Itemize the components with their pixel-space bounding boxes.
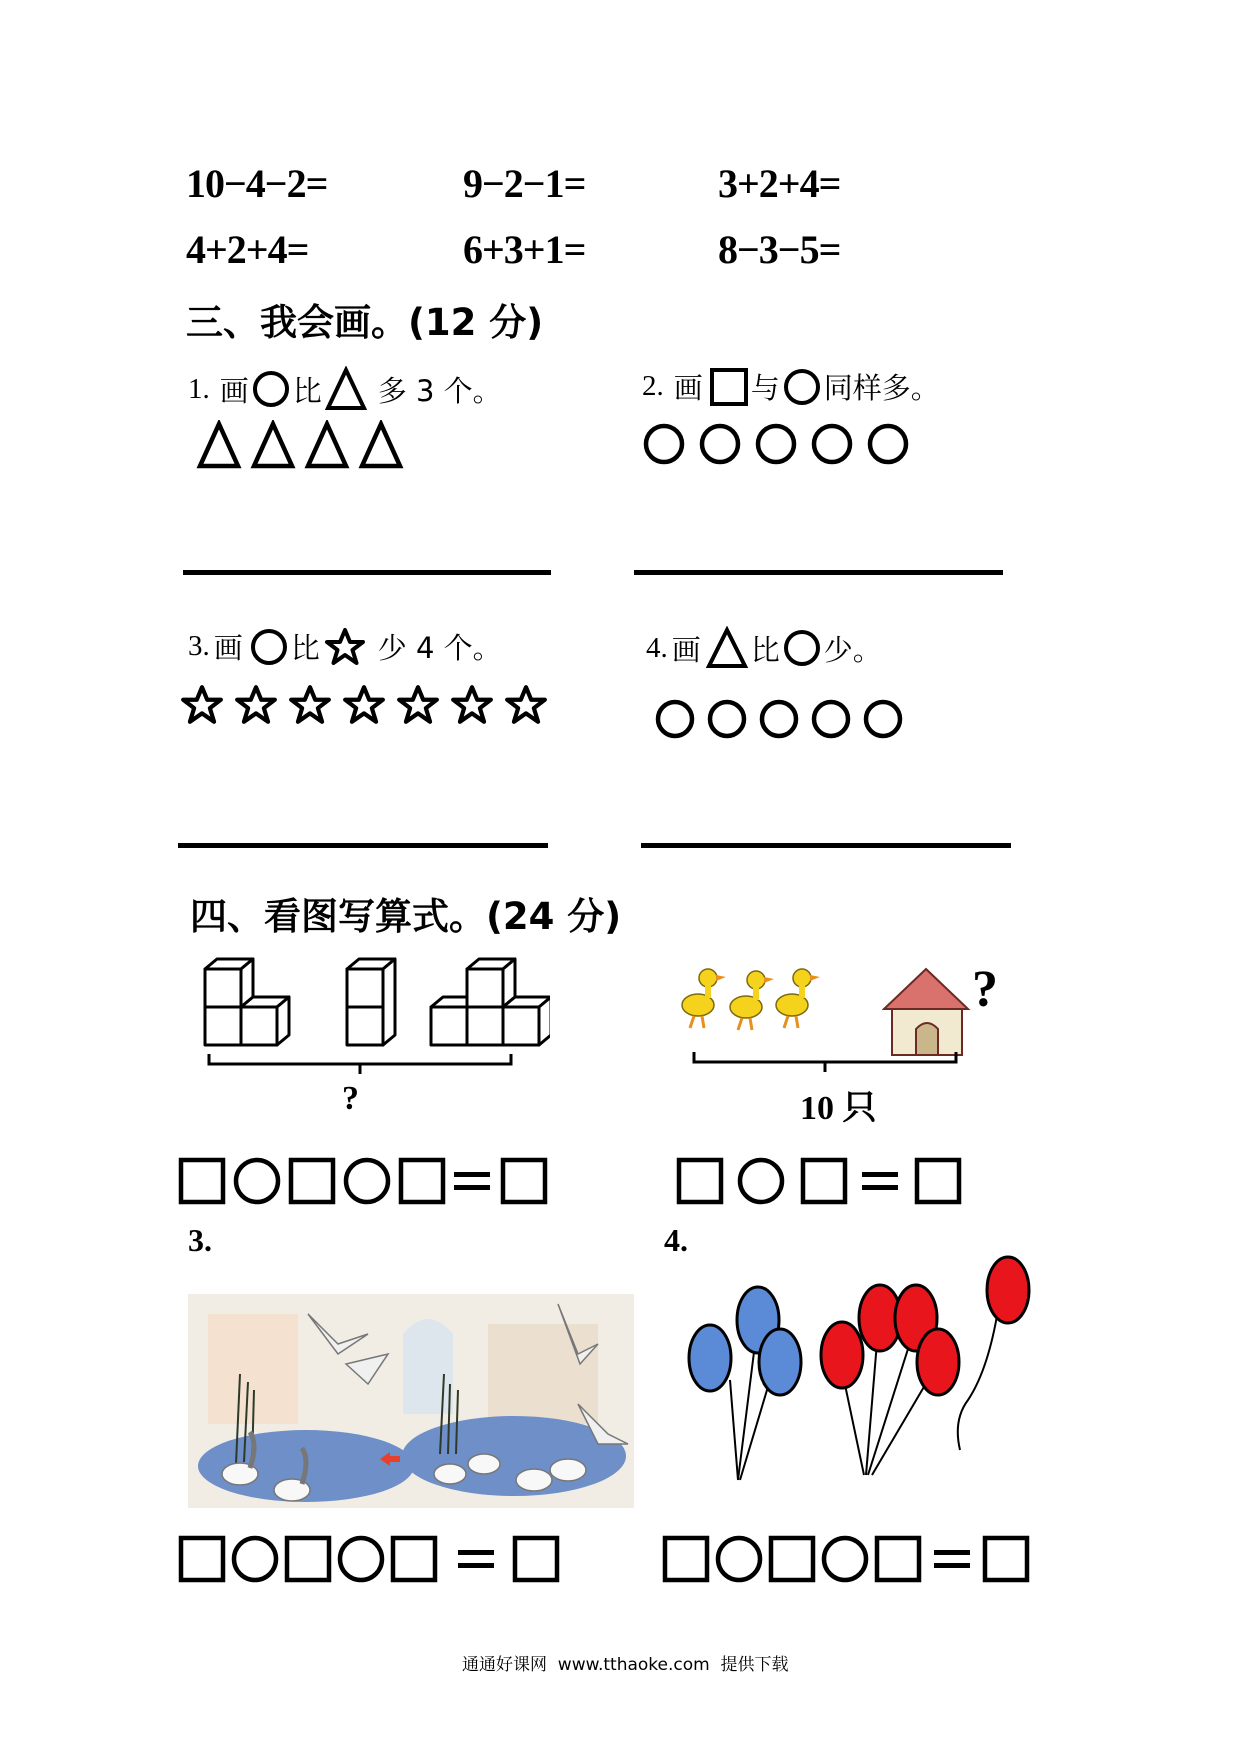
equals-sign-icon bbox=[858, 1157, 902, 1205]
problem-3 bbox=[188, 626, 502, 667]
triangle-icon bbox=[358, 420, 404, 470]
problem-1-triangles bbox=[196, 420, 404, 470]
problem-1-number: 1. bbox=[188, 372, 210, 405]
triangle-icon bbox=[304, 420, 350, 470]
bracket-q1 bbox=[205, 1052, 515, 1076]
problem-2-circles bbox=[642, 422, 910, 466]
circle-icon bbox=[810, 422, 854, 466]
problem-2 bbox=[642, 366, 940, 407]
operator-circle[interactable] bbox=[336, 1534, 386, 1584]
problem-1-text-c: 多 3 个。 bbox=[377, 373, 502, 408]
answer-row-q4 bbox=[662, 1534, 1030, 1584]
question-4-number: 4. bbox=[664, 1222, 688, 1258]
equation-1-3: 3+2+4= bbox=[718, 161, 841, 206]
house-question-mark: ? bbox=[972, 961, 998, 1018]
problem-4-number: 4. bbox=[646, 631, 668, 664]
answer-line-1 bbox=[183, 570, 551, 575]
square-icon bbox=[709, 367, 749, 407]
operator-circle[interactable] bbox=[230, 1534, 280, 1584]
ten-ducks-label: 10 只 bbox=[800, 1090, 877, 1127]
answer-box[interactable] bbox=[284, 1535, 332, 1583]
problem-1-text-b: 比 bbox=[292, 373, 322, 408]
equals-sign-icon bbox=[450, 1157, 494, 1205]
triangle-icon bbox=[324, 366, 368, 412]
answer-box[interactable] bbox=[914, 1157, 962, 1205]
star-icon bbox=[288, 684, 332, 726]
answer-row-q2 bbox=[676, 1156, 962, 1206]
circle-icon bbox=[754, 422, 798, 466]
circle-icon bbox=[862, 698, 904, 740]
problem-3-text-a: 画 bbox=[213, 631, 243, 665]
answer-line-2 bbox=[634, 570, 1003, 575]
problem-3-number: 3. bbox=[188, 630, 210, 662]
operator-circle[interactable] bbox=[820, 1534, 870, 1584]
question-mark-label: ? bbox=[342, 1080, 359, 1117]
operator-circle[interactable] bbox=[736, 1156, 786, 1206]
problem-4 bbox=[646, 626, 882, 670]
answer-box[interactable] bbox=[662, 1535, 710, 1583]
answer-box[interactable] bbox=[178, 1157, 226, 1205]
problem-2-text-b: 与 bbox=[750, 371, 780, 405]
problem-3-text-c: 少 4 个。 bbox=[377, 631, 502, 665]
answer-row-q3 bbox=[178, 1534, 560, 1584]
answer-box[interactable] bbox=[768, 1535, 816, 1583]
problem-2-number: 2. bbox=[642, 370, 664, 402]
equals-sign-icon bbox=[454, 1535, 498, 1583]
circle-icon bbox=[866, 422, 910, 466]
star-icon bbox=[450, 684, 494, 726]
house-icon bbox=[882, 965, 982, 1060]
answer-box[interactable] bbox=[512, 1535, 560, 1583]
problem-2-text-a: 画 bbox=[673, 371, 703, 405]
equation-1-2: 9−2−1= bbox=[463, 161, 586, 206]
problem-3-stars bbox=[180, 684, 548, 726]
equation-2-3: 8−3−5= bbox=[718, 227, 841, 272]
problem-1-text-a: 画 bbox=[219, 373, 249, 408]
star-icon bbox=[396, 684, 440, 726]
operator-circle[interactable] bbox=[342, 1156, 392, 1206]
section-4-title: 四、看图写算式。(24 分) bbox=[190, 895, 622, 938]
bracket-q2 bbox=[690, 1050, 960, 1074]
triangle-icon bbox=[196, 420, 242, 470]
problem-4-text-c: 少。 bbox=[823, 632, 882, 667]
answer-box[interactable] bbox=[676, 1157, 724, 1205]
equals-sign-icon bbox=[930, 1535, 974, 1583]
circle-icon bbox=[782, 367, 822, 407]
answer-box[interactable] bbox=[178, 1535, 226, 1583]
footer-text: 通通好课网 www.tthaoke.com 提供下载 bbox=[462, 1655, 789, 1675]
answer-line-4 bbox=[641, 843, 1011, 848]
equation-2-2: 6+3+1= bbox=[463, 227, 586, 272]
equation-1-1: 10−4−2= bbox=[186, 161, 328, 206]
answer-line-3 bbox=[178, 843, 548, 848]
operator-circle[interactable] bbox=[714, 1534, 764, 1584]
ducks-illustration bbox=[676, 960, 826, 1035]
circle-icon bbox=[810, 698, 852, 740]
equation-2-1: 4+2+4= bbox=[186, 227, 309, 272]
problem-4-circles bbox=[654, 698, 904, 740]
star-icon bbox=[180, 684, 224, 726]
answer-box[interactable] bbox=[874, 1535, 922, 1583]
section-3-title: 三、我会画。(12 分) bbox=[186, 301, 544, 344]
question-3-number: 3. bbox=[188, 1222, 212, 1258]
answer-box[interactable] bbox=[390, 1535, 438, 1583]
problem-1 bbox=[188, 366, 502, 412]
circle-icon bbox=[251, 369, 291, 409]
answer-box[interactable] bbox=[982, 1535, 1030, 1583]
answer-box[interactable] bbox=[800, 1157, 848, 1205]
star-icon bbox=[342, 684, 386, 726]
star-icon bbox=[324, 627, 366, 667]
answer-box[interactable] bbox=[288, 1157, 336, 1205]
triangle-icon bbox=[250, 420, 296, 470]
star-icon bbox=[234, 684, 278, 726]
circle-icon bbox=[249, 627, 289, 667]
balloons-illustration bbox=[668, 1250, 1048, 1490]
problem-4-text-a: 画 bbox=[671, 632, 701, 667]
problem-4-text-b: 比 bbox=[750, 632, 780, 667]
swans-pond-picture bbox=[188, 1294, 634, 1508]
circle-icon bbox=[706, 698, 748, 740]
circle-icon bbox=[758, 698, 800, 740]
triangle-icon bbox=[705, 626, 749, 670]
circle-icon bbox=[642, 422, 686, 466]
answer-box[interactable] bbox=[500, 1157, 548, 1205]
problem-2-text-c: 同样多。 bbox=[823, 371, 940, 405]
circle-icon bbox=[782, 628, 822, 668]
cubes-illustration bbox=[195, 955, 550, 1055]
answer-box[interactable] bbox=[398, 1157, 446, 1205]
star-icon bbox=[504, 684, 548, 726]
circle-icon bbox=[654, 698, 696, 740]
answer-row-q1 bbox=[178, 1156, 548, 1206]
circle-icon bbox=[698, 422, 742, 466]
problem-3-text-b: 比 bbox=[290, 631, 320, 665]
operator-circle[interactable] bbox=[232, 1156, 282, 1206]
